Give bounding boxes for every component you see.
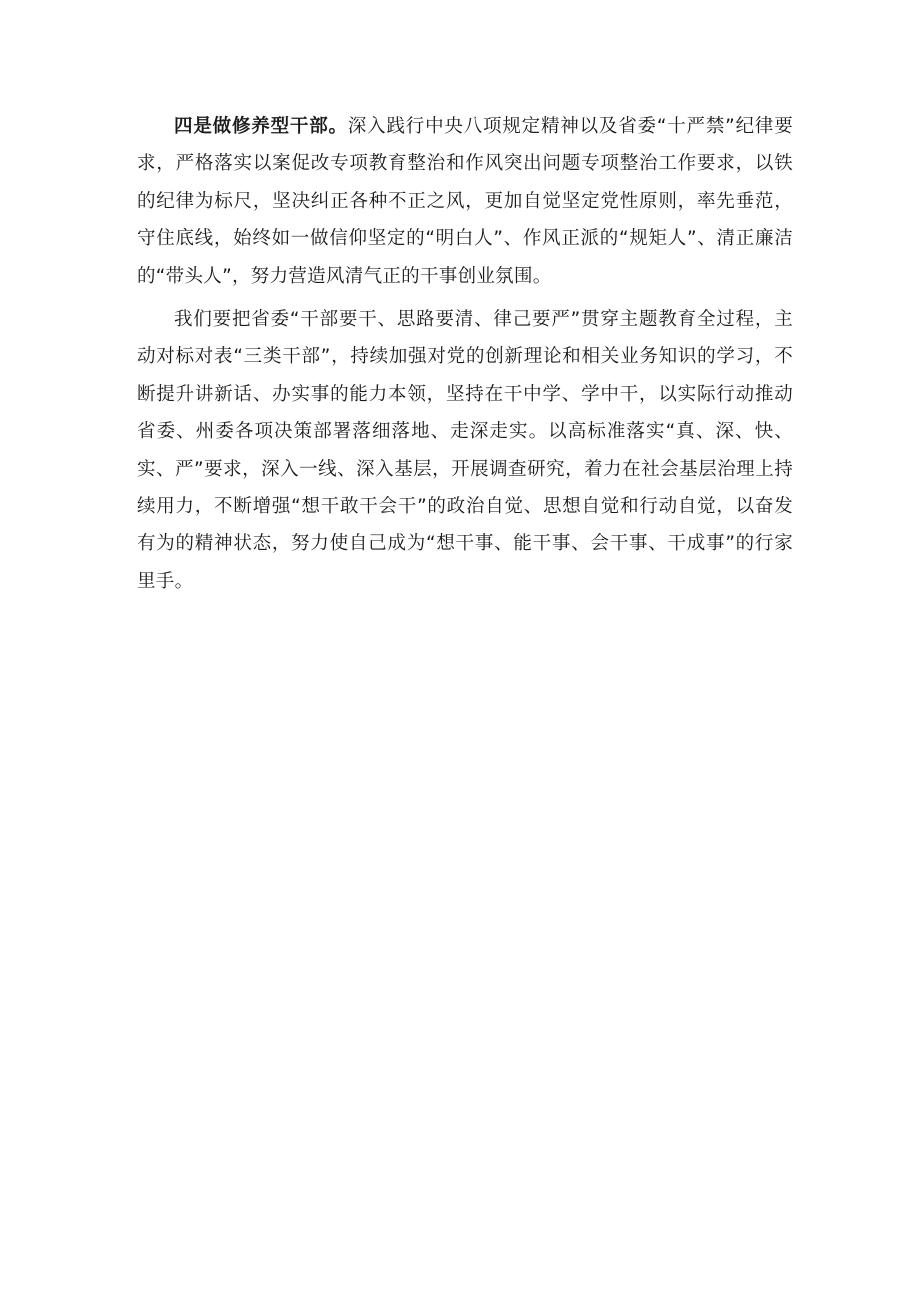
paragraph-body-text: 我们要把省委“干部要干、思路要清、律己要严”贯穿主题教育全过程，主动对标对表“三类干部”，持续加强对党的创新理论和相关业务知识的学习，不断提升讲新话、办实事的能力本领，坚持在干中学、学中干，以实际行动推动省委、州委各项决策部署落细落地、走深走实。以高标准落实“真、深、快、实、严”要求，深入一线、深入基层，开展调查研究，着力在社会基层治理上持续用力，不断增强“想干敢干会干”的政治自觉、思想自觉和行动自觉，以奋发有为的精神状态，努力使自己成为“想干事、能干事、会干事、干成事”的行家里手。: [137, 309, 793, 592]
paragraph-theme-education: [137, 301, 793, 600]
paragraph-body-text: 深入践行中央八项规定精神以及省委“十严禁”纪律要求，严格落实以案促改专项教育整治和作风突出问题专项整治工作要求，以铁的纪律为标尺，坚决纠正各种不正之风，更加自觉坚定党性原则，率先垂范，守住底线，始终如一做信仰坚定的“明白人”、作风正派的“规矩人”、清正廉洁的“带头人”，努力营造风清气正的干事创业氛围。: [137, 116, 794, 287]
paragraph-cadre-cultivation: [137, 108, 793, 295]
document-body: [137, 108, 793, 600]
paragraph-lead-heading: 四是做修养型干部。: [174, 116, 348, 137]
